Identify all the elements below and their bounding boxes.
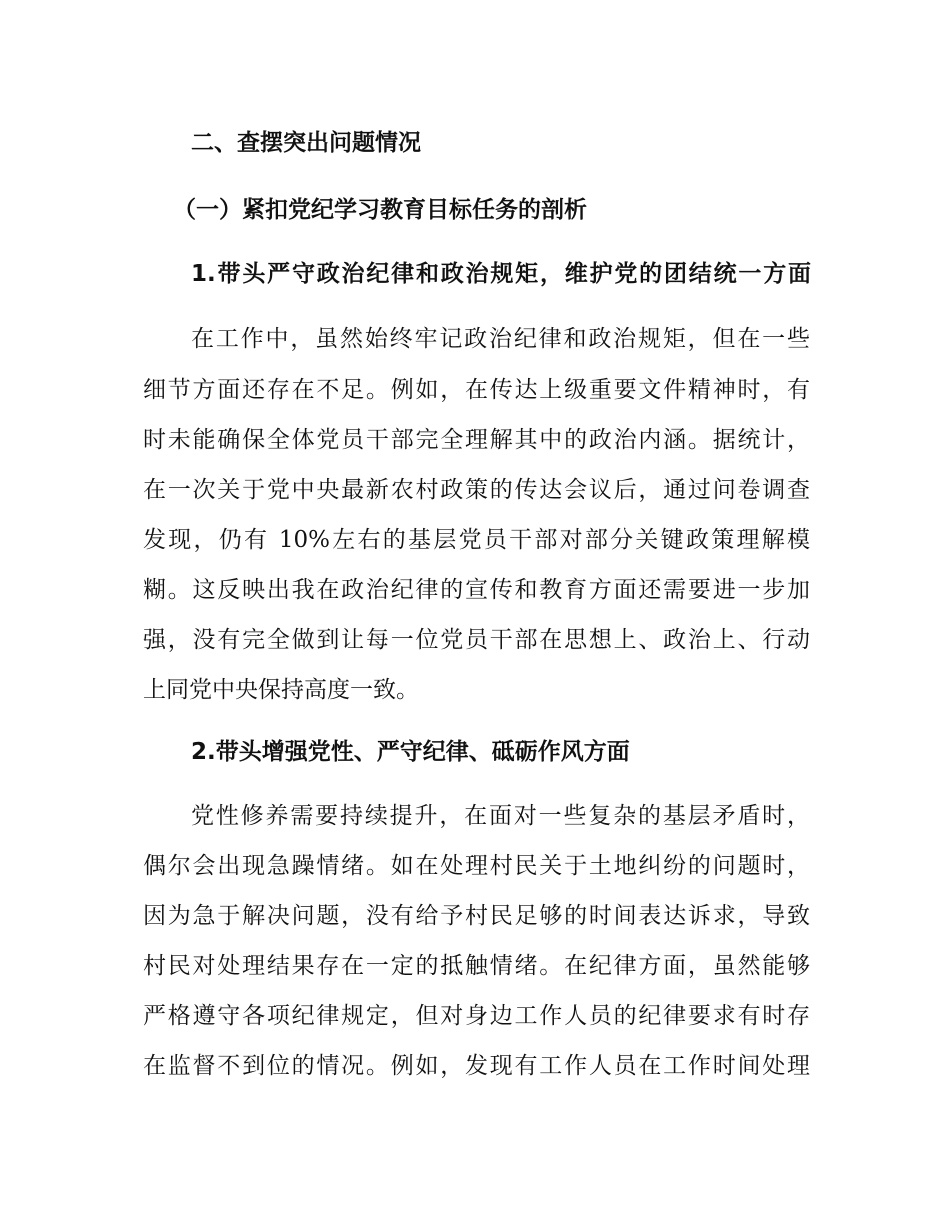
paragraph-2-line: 偶尔会出现急躁情绪。如在处理村民关于土地纠纷的问题时， xyxy=(143,853,810,879)
paragraph-2-line: 严格遵守各项纪律规定，但对身边工作人员的纪律要求有时存 xyxy=(143,1003,810,1029)
paragraph-1-line: 强，没有完全做到让每一位党员干部在思想上、政治上、行动 xyxy=(143,627,810,653)
paragraph-2-line: 村民对处理结果存在一定的抵触情绪。在纪律方面，虽然能够 xyxy=(143,953,810,979)
paragraph-2-line: 在监督不到位的情况。例如，发现有工作人员在工作时间处理 xyxy=(143,1053,810,1079)
paragraph-1-line: 在工作中，虽然始终牢记政治纪律和政治规矩，但在一些 xyxy=(191,326,810,352)
paragraph-1-line: 细节方面还存在不足。例如，在传达上级重要文件精神时，有 xyxy=(143,377,810,403)
item-2-heading: 2.带头增强党性、严守纪律、砥砺作风方面 xyxy=(191,739,630,765)
paragraph-2-line: 党性修养需要持续提升，在面对一些复杂的基层矛盾时， xyxy=(191,803,810,829)
paragraph-1-line: 在一次关于党中央最新农村政策的传达会议后，通过问卷调查 xyxy=(143,477,810,503)
paragraph-1-line: 糊。这反映出我在政治纪律的宣传和教育方面还需要进一步加 xyxy=(143,577,810,603)
paragraph-1-line: 上同党中央保持高度一致。 xyxy=(143,677,419,703)
paragraph-1-line: 发现，仍有 10%左右的基层党员干部对部分关键政策理解模 xyxy=(143,527,810,553)
item-1-heading: 1.带头严守政治纪律和政治规矩，维护党的团结统一方面 xyxy=(191,261,811,287)
paragraph-1-line: 时未能确保全体党员干部完全理解其中的政治内涵。据统计， xyxy=(143,427,810,453)
section-heading: 二、查摆突出问题情况 xyxy=(191,130,421,156)
subsection-heading: （一）紧扣党纪学习教育目标任务的剖析 xyxy=(173,197,587,223)
paragraph-2-line: 因为急于解决问题，没有给予村民足够的时间表达诉求，导致 xyxy=(143,903,810,929)
